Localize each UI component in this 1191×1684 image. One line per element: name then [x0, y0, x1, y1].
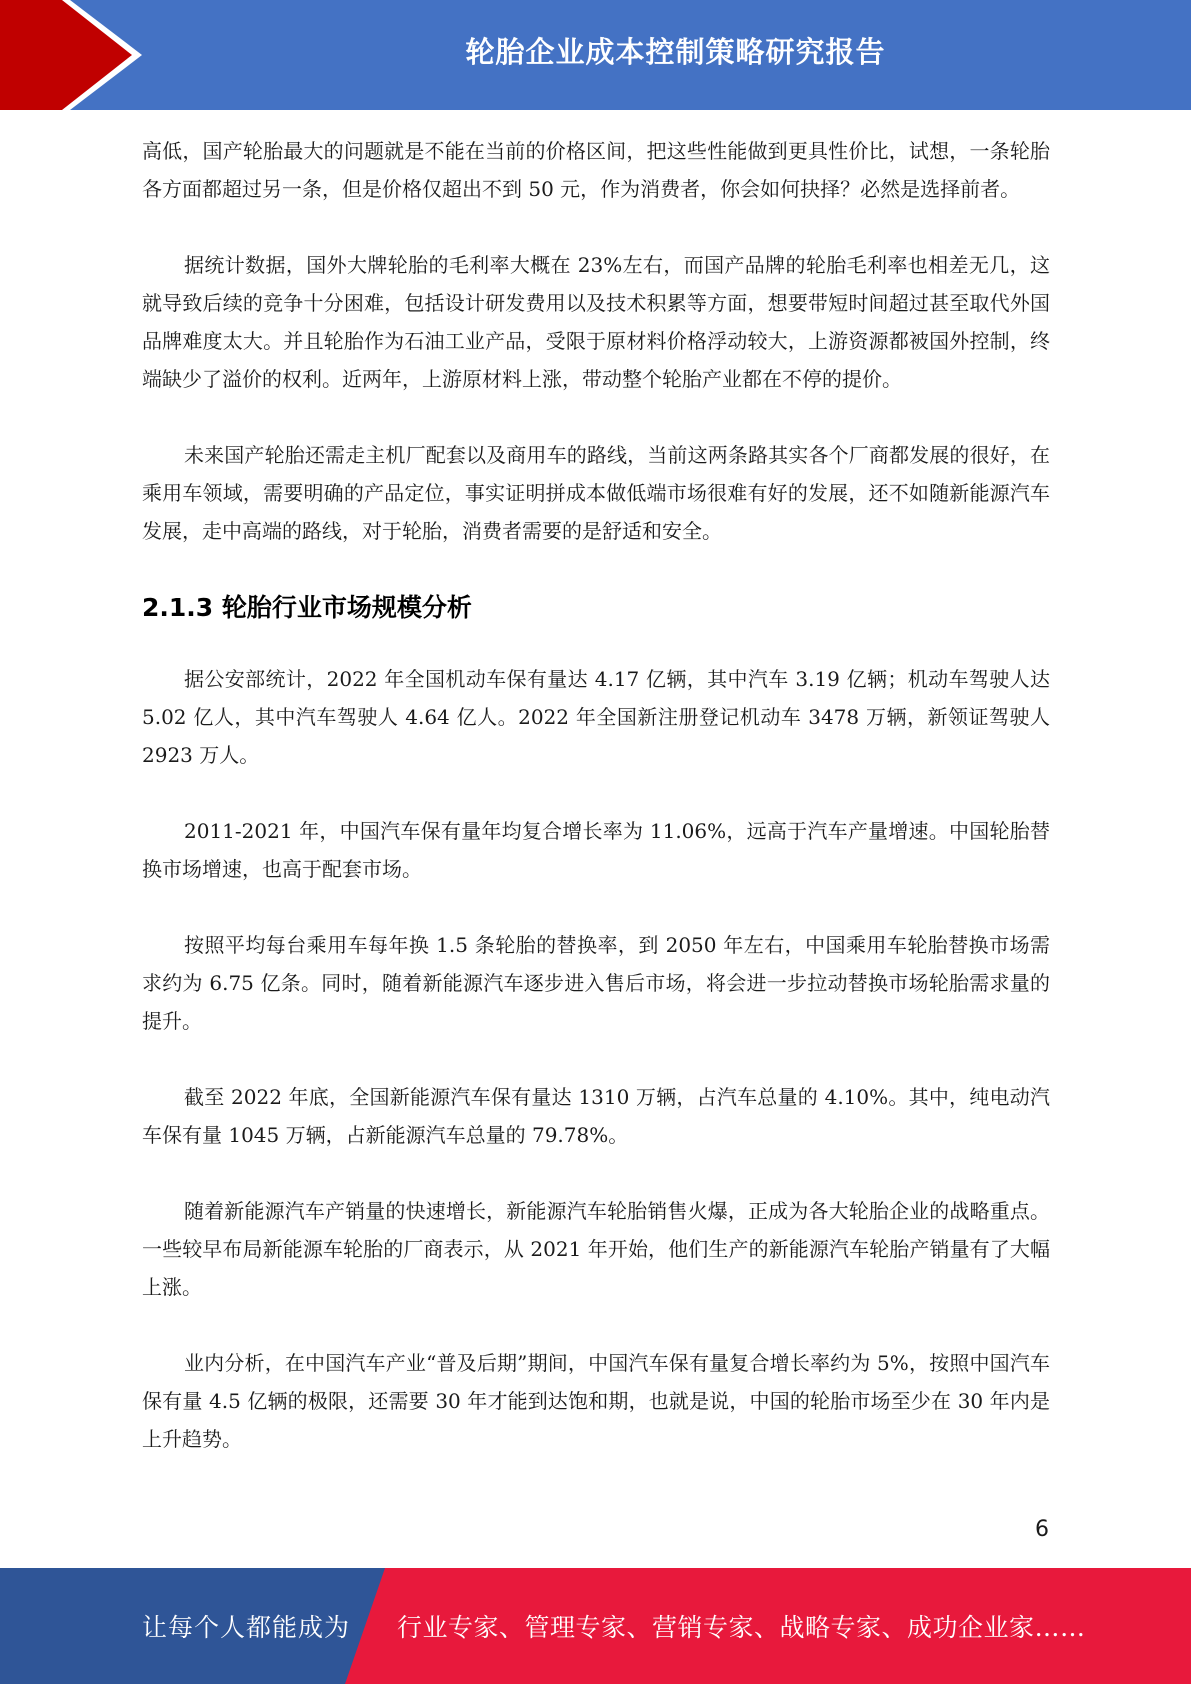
paragraph: 高低，国产轮胎最大的问题就是不能在当前的价格区间，把这些性能做到更具性价比，试想，一条轮胎各方面都超过另一条，但是价格仅超出不到 50 元，作为消费者，你会如何抉择？必然是选择前者。 — [142, 139, 1050, 201]
page-header — [0, 0, 1191, 110]
page-footer — [0, 1568, 1191, 1684]
paragraph: 按照平均每台乘用车每年换 1.5 条轮胎的替换率，到 2050 年左右，中国乘用车轮胎替换市场需求约为 6.75 亿条。同时，随着新能源汽车逐步进入售后市场，将会进一步拉动替换市场轮胎需求量的提升。 — [142, 933, 1050, 1033]
paragraph: 据公安部统计，2022 年全国机动车保有量达 4.17 亿辆，其中汽车 3.19 亿辆；机动车驾驶人达 5.02 亿人，其中汽车驾驶人 4.64 亿人。2022 年全国新注册登记机动车 3478 万辆，新领证驾驶人 2923 万人。 — [142, 667, 1050, 767]
report-title: 轮胎企业成本控制策略研究报告 — [465, 34, 886, 69]
paragraph: 截至 2022 年底，全国新能源汽车保有量达 1310 万辆，占汽车总量的 4.10%。其中，纯电动汽车保有量 1045 万辆，占新能源汽车总量的 79.78%。 — [142, 1085, 1050, 1147]
paragraph: 未来国产轮胎还需走主机厂配套以及商用车的路线，当前这两条路其实各个厂商都发展的很好，在乘用车领域，需要明确的产品定位，事实证明拼成本做低端市场很难有好的发展，还不如随新能源汽车发展，走中高端的路线，对于轮胎，消费者需要的是舒适和安全。 — [142, 443, 1050, 543]
document-body — [142, 132, 1050, 1496]
paragraph: 业内分析，在中国汽车产业“普及后期”期间，中国汽车保有量复合增长率约为 5%，按照中国汽车保有量 4.5 亿辆的极限，还需要 30 年才能到达饱和期，也就是说，中国的轮胎市场至少在 30 年内是上升趋势。 — [142, 1351, 1050, 1451]
paragraph: 据统计数据，国外大牌轮胎的毛利率大概在 23%左右，而国产品牌的轮胎毛利率也相差无几，这就导致后续的竞争十分困难，包括设计研发费用以及技术积累等方面，想要带短时间超过甚至取代外国品牌难度太大。并且轮胎作为石油工业产品，受限于原材料价格浮动较大，上游资源都被国外控制，终端缺少了溢价的权利。近两年，上游原材料上涨，带动整个轮胎产业都在不停的提价。 — [142, 253, 1050, 391]
page-number: 6 — [1035, 1517, 1049, 1542]
paragraph: 随着新能源汽车产销量的快速增长，新能源汽车轮胎销售火爆，正成为各大轮胎企业的战略重点。一些较早布局新能源车轮胎的厂商表示，从 2021 年开始，他们生产的新能源汽车轮胎产销量有了大幅上涨。 — [142, 1199, 1050, 1299]
footer-slogan-right: 行业专家、管理专家、营销专家、战略专家、成功企业家…… — [397, 1613, 1086, 1642]
footer-slogan-left: 让每个人都能成为 — [142, 1613, 351, 1642]
paragraph: 2011-2021 年，中国汽车保有量年均复合增长率为 11.06%，远高于汽车产量增速。中国轮胎替换市场增速，也高于配套市场。 — [142, 819, 1050, 881]
red-chevron-decoration — [0, 0, 160, 110]
section-heading: 2.1.3 轮胎行业市场规模分析 — [142, 593, 472, 622]
